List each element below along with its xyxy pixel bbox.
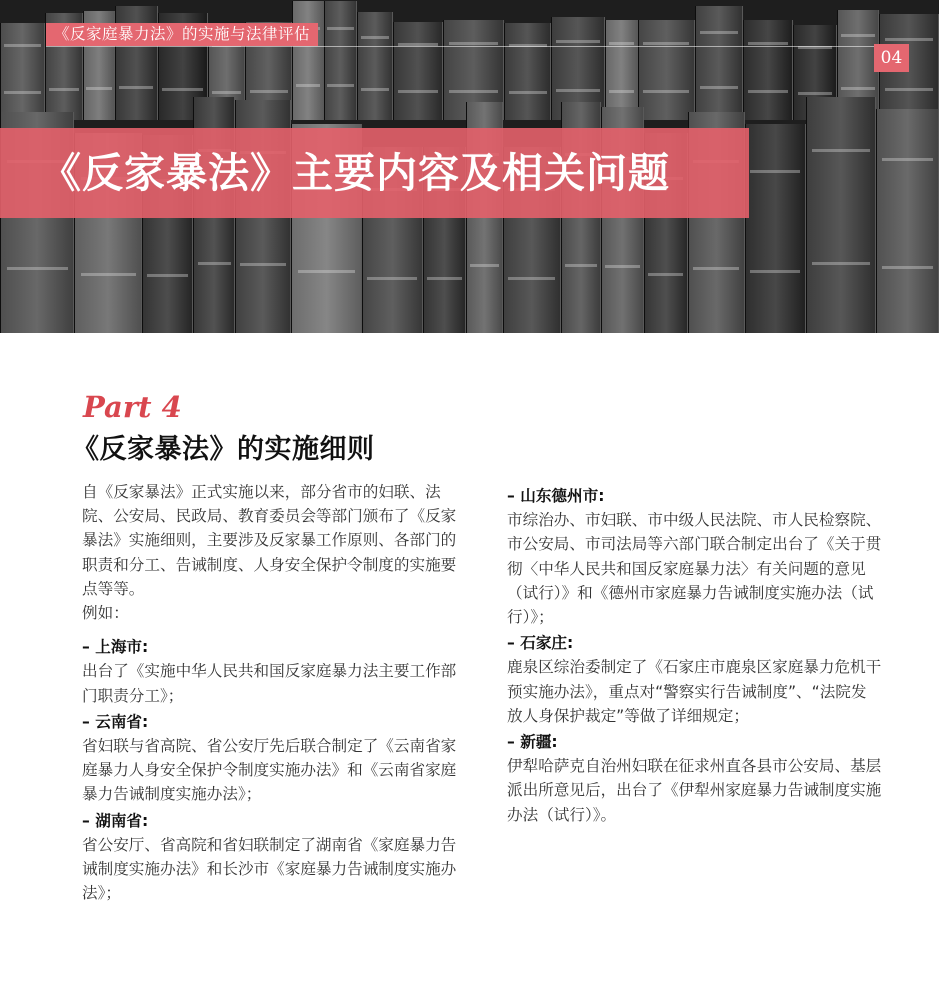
region-text: 省公安厅、省高院和省妇联制定了湖南省《家庭暴力告诫制度实施办法》和长沙市《家庭暴力告诫制度实施办法》； (82, 835, 457, 903)
list-item (507, 730, 882, 827)
section-title: 《反家暴法》的实施细则 (72, 434, 375, 465)
region-heading: – 上海市: (82, 638, 149, 657)
title-band (0, 128, 749, 218)
region-text: 市综治办、市妇联、市中级人民法院、市人民检察院、市公安局、市司法局等六部门联合制定出台了《关于贯彻〈中华人民共和国反家庭暴力法〉有关问题的意见（试行）》和《德州市家庭暴力告诫制度实施办法（试行）》； (507, 511, 882, 627)
intro-paragraph: 自《反家暴法》正式实施以来，部分省市的妇联、法院、公安局、民政局、教育委员会等部门颁布了《反家暴法》实施细则，主要涉及反家暴工作原则、各部门的职责和分工、告诫制度、人身安全保护令制度的实施要点等等。 (82, 483, 457, 598)
header-divider (46, 46, 874, 47)
region-text: 鹿泉区综治委制定了《石家庄市鹿泉区家庭暴力危机干预实施办法》，重点对“警察实行告诫制度”、“法院发放人身保护裁定”等做了详细规定； (507, 658, 882, 725)
region-heading: – 云南省: (82, 712, 149, 731)
page-number: 04 (874, 44, 909, 72)
page-title: 《反家暴法》主要内容及相关问题 (40, 149, 670, 197)
example-label: 例如： (82, 604, 129, 623)
list-item (82, 710, 460, 807)
book-spine (876, 109, 939, 333)
book-spine (806, 97, 877, 333)
list-item (507, 631, 882, 728)
part-label: Part 4 (83, 390, 182, 424)
header-banner (0, 0, 939, 333)
list-item (507, 484, 882, 629)
region-text: 省妇联与省高院、省公安厅先后联合制定了《云南省家庭暴力人身安全保护令制度实施办法》和《云南省家庭暴力告诫制度实施办法》； (82, 737, 457, 804)
region-heading: – 新疆: (507, 733, 558, 752)
right-column (507, 484, 882, 829)
left-column (82, 480, 460, 907)
list-item (82, 635, 460, 708)
list-item (82, 809, 460, 906)
book-spine (745, 124, 806, 333)
publication-label: 《反家庭暴力法》的实施与法律评估 (46, 23, 318, 46)
region-heading: – 山东德州市: (507, 487, 605, 505)
region-text: 出台了《实施中华人民共和国反家庭暴力法主要工作部门职责分工》； (82, 662, 457, 705)
region-heading: – 石家庄: (507, 634, 574, 653)
region-heading: – 湖南省: (82, 811, 149, 830)
region-text: 伊犁哈萨克自治州妇联在征求州直各县市公安局、基层派出所意见后，出台了《伊犁州家庭暴力告诫制度实施办法（试行）》。 (507, 757, 882, 824)
